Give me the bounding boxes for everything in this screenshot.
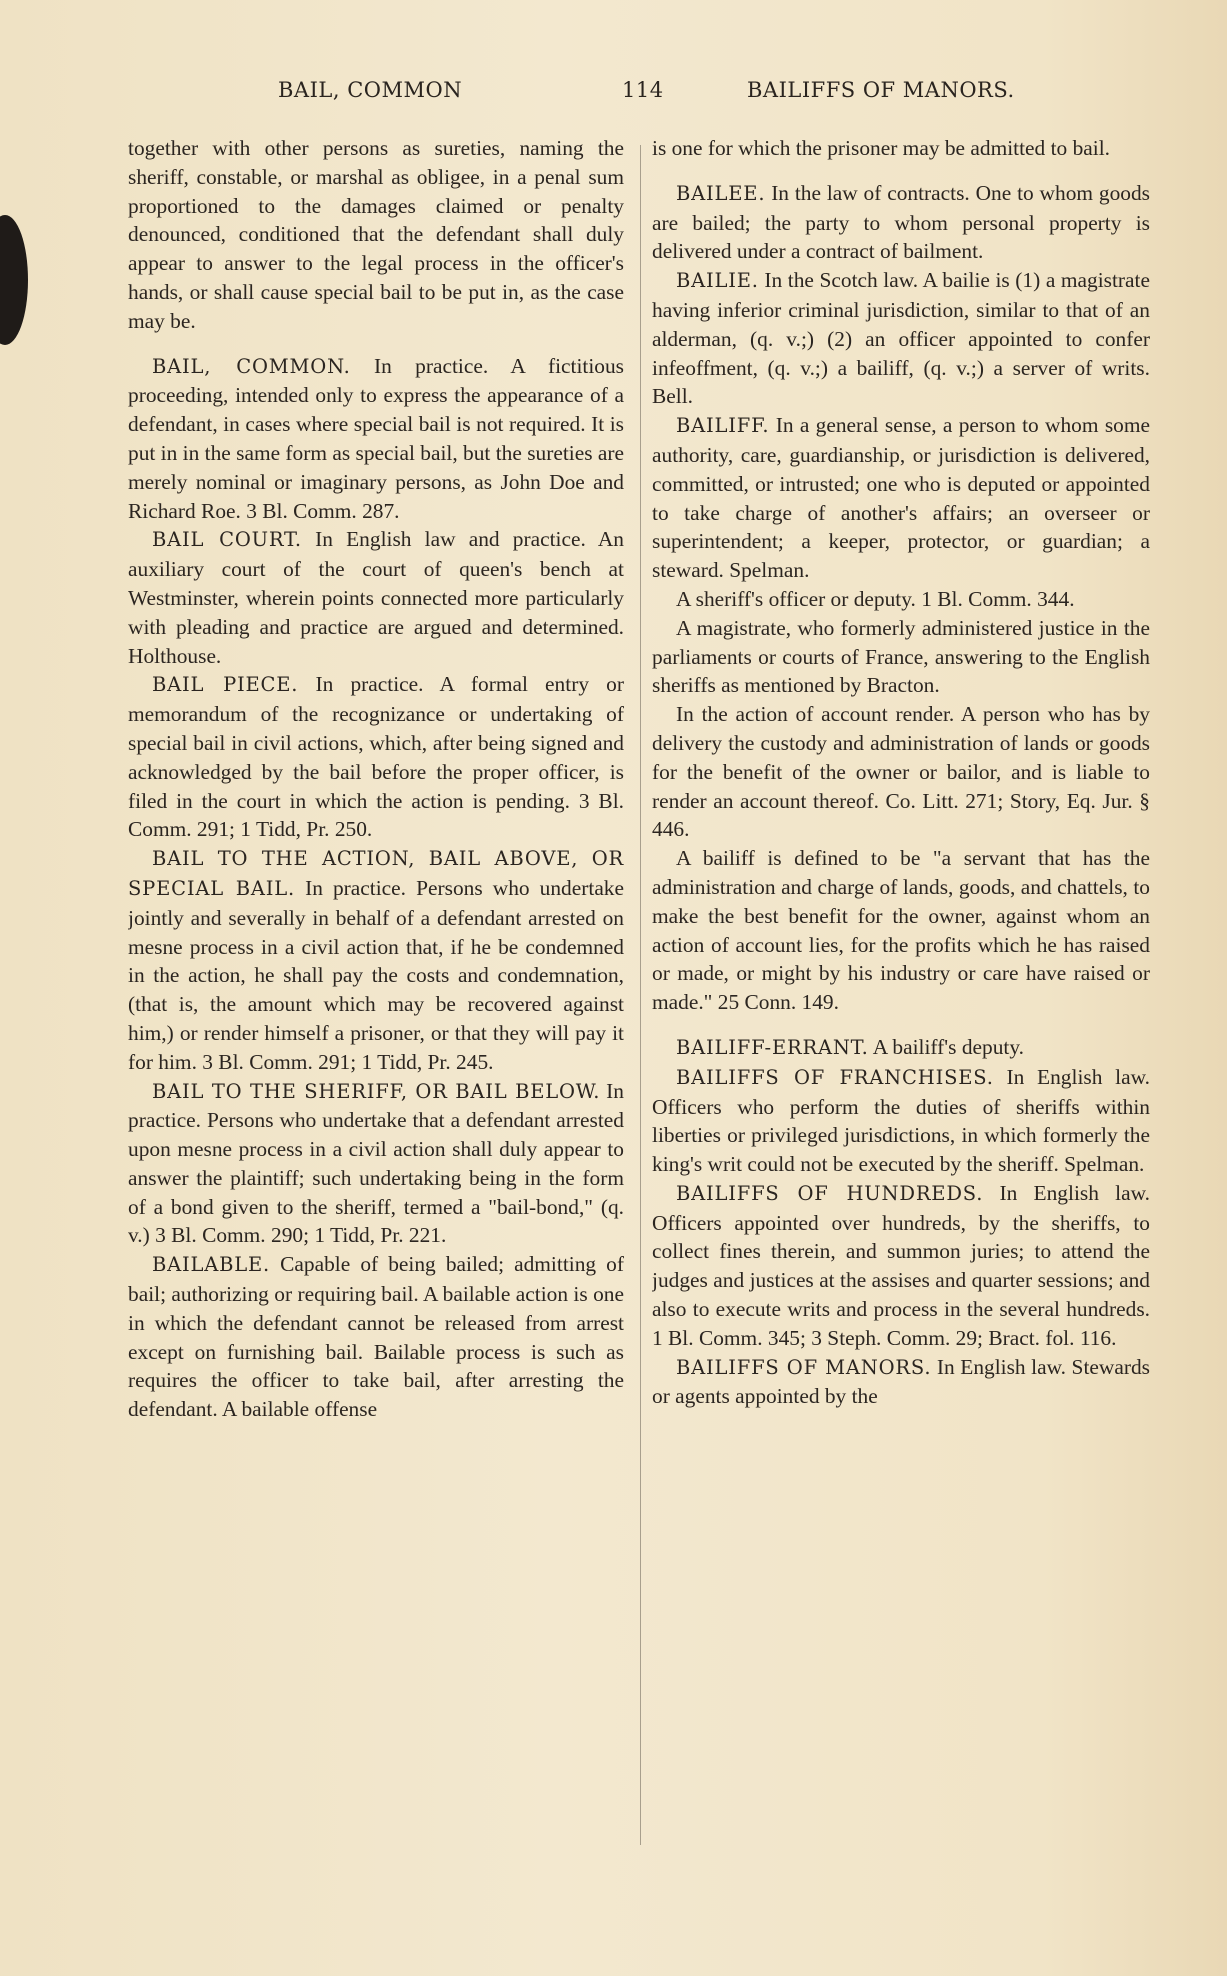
entry-text: Capable of being bailed; admitting of bail; authorizing or requiring bail. A bailable action is one in which the defendant cannot be released from arrest except on furnishing bail. Bailable process is such as requires the officer to take bail, after arresting the defendant. A bailable offense bbox=[128, 1252, 624, 1422]
entry-text: A magistrate, who formerly administered justice in the parliaments or courts of France, answering to the English sheriffs as mentioned by Bracton. bbox=[652, 615, 1150, 698]
right-column bbox=[652, 134, 1150, 1854]
entry-term: BAILIFFS OF MANORS. bbox=[676, 1355, 932, 1379]
entry-bailee bbox=[652, 179, 1150, 266]
entry-text: In practice. A formal entry or memorandum of the recognizance or undertaking of special bail in civil actions, which, after being signed and acknowledged by the bail before the proper officer, is filed in the court in which the action is pending. 3 Bl. Comm. 291; 1 Tidd, Pr. 250. bbox=[128, 672, 624, 842]
entry-bailiff-sense-5 bbox=[652, 844, 1150, 1017]
entry-term: BAILIFFS OF FRANCHISES. bbox=[676, 1065, 994, 1089]
entry-bailiffs-of-hundreds bbox=[652, 1179, 1150, 1353]
entry-text: A bailiff is defined to be "a servant that has the administration and charge of lands, goods, and chattels, to make the best benefit for the owner, against whom an action of account lies, for the profits which he has raised or made, or might by his industry or care have raised or made." 25 Conn. 149. bbox=[652, 846, 1150, 1015]
ink-blot bbox=[0, 215, 28, 345]
entry-bail-to-the-sheriff bbox=[128, 1077, 624, 1251]
entry-text: In practice. Persons who undertake that a defendant arrested upon mesne process in a civil action shall duly appear to answer the plaintiff; such undertaking being in the form of a bond given to the sheriff, termed a "bail-bond," (q. v.) 3 Bl. Comm. 290; 1 Tidd, Pr. 221. bbox=[128, 1078, 624, 1248]
entry-text: In English law. Stewards or agents appointed by the bbox=[652, 1354, 1150, 1409]
entry-bailiff-errant bbox=[652, 1033, 1150, 1063]
entry-term: BAIL COURT. bbox=[152, 528, 302, 552]
entry-text: In English law. Officers who perform the duties of sheriffs within liberties or privileged jurisdictions, in which formerly the king's writ could not be executed by the sheriff. Spelman. bbox=[652, 1064, 1150, 1177]
column-divider bbox=[640, 145, 641, 1845]
entry-bail-court bbox=[128, 525, 624, 670]
header-left: BAIL, COMMON bbox=[278, 78, 463, 102]
entry-text: In practice. Persons who undertake jointly and severally in behalf of a defendant arrested on mesne process in a civil action that, if he be condemned in the action, he shall pay the costs and condemnation, (that is, the amount which may be recovered against him,) or render himself a prisoner, or that they will pay it for him. 3 Bl. Comm. 291; 1 Tidd, Pr. 245. bbox=[128, 875, 624, 1074]
entry-bail-piece bbox=[128, 670, 624, 844]
entry-term: BAILIE. bbox=[676, 269, 759, 293]
entry-bail-to-the-action bbox=[128, 844, 624, 1076]
entry-text: is one for which the prisoner may be admitted to bail. bbox=[652, 136, 1110, 160]
page-number: 114 bbox=[622, 78, 664, 102]
entry-bailiff bbox=[652, 411, 1150, 585]
entry-bailie bbox=[652, 266, 1150, 411]
entry-continuation bbox=[128, 134, 624, 336]
entry-text: In a general sense, a person to whom some authority, care, guardianship, or jurisdiction is delivered, committed, or intrusted; one who is deputed or appointed to take charge of another's affairs; an overseer or superintendent; a keeper, protector, or guardian; a steward. Spelman. bbox=[652, 413, 1150, 583]
entry-term: BAIL PIECE. bbox=[152, 673, 299, 697]
entry-term: BAILIFFS OF HUNDREDS. bbox=[676, 1181, 984, 1205]
entry-text: In practice. A fictitious proceeding, intended only to express the appearance of a defendant, in cases where special bail is not required. It is put in in the same form as special bail, but the sureties are merely nominal or imaginary persons, as John Doe and Richard Roe. 3 Bl. Comm. 287. bbox=[128, 353, 624, 523]
entry-term: BAILIFF-ERRANT. bbox=[676, 1035, 869, 1059]
entry-text: In English law. Officers appointed over hundreds, by the sheriffs, to collect fines therein, and summon juries; to attend the judges and justices at the assises and quarter sessions; and also to execute writs and process in the several hundreds. 1 Bl. Comm. 345; 3 Steph. Comm. 29; Bract. fol. 116. bbox=[652, 1180, 1150, 1350]
entry-term: BAILABLE. bbox=[152, 1253, 271, 1277]
entry-text: A sheriff's officer or deputy. 1 Bl. Comm. 344. bbox=[676, 586, 1075, 611]
header-right: BAILIFFS OF MANORS. bbox=[747, 78, 1015, 102]
entry-term: BAIL TO THE ACTION, BAIL ABOVE, OR SPECIAL BAIL. bbox=[128, 847, 624, 900]
entry-bailiffs-of-manors bbox=[652, 1353, 1150, 1412]
entry-bail-common bbox=[128, 352, 624, 526]
entry-text: A bailiff's deputy. bbox=[872, 1034, 1024, 1059]
entry-bailable bbox=[128, 1250, 624, 1424]
entry-text: In the law of contracts. One to whom goods are bailed; the party to whom personal property is delivered under a contract of bailment. bbox=[652, 180, 1150, 264]
entry-term: BAIL, COMMON. bbox=[152, 354, 351, 378]
entry-term: BAILEE. bbox=[676, 181, 766, 205]
entry-term: BAILIFF. bbox=[676, 414, 770, 438]
entry-text: In English law and practice. An auxiliary court of the court of queen's bench at Westminster, wherein points connected more particularly with pleading and practice are argued and determined. Holthouse. bbox=[128, 527, 624, 668]
entry-text: together with other persons as sureties, naming the sheriff, constable, or marshal as obligee, in a penal sum proportioned to the damages claimed or penalty denounced, conditioned that the defendant shall duly appear to answer to the legal process in the officer's hands, or shall cause special bail to be put in, as the case may be. bbox=[128, 136, 624, 333]
entry-bailiff-sense-4 bbox=[652, 700, 1150, 844]
running-header bbox=[0, 78, 1227, 108]
entry-term: BAIL TO THE SHERIFF, OR BAIL BELOW. bbox=[152, 1079, 601, 1103]
entry-bailiff-sense-2 bbox=[652, 585, 1150, 614]
entry-continuation bbox=[652, 134, 1150, 163]
left-column bbox=[128, 134, 624, 1854]
entry-text: In the Scotch law. A bailie is (1) a magistrate having inferior criminal jurisdiction, similar to that of an alderman, (q. v.;) (2) an officer appointed to confer infeoffment, (q. v.;) a bailiff, (q. v.;) a server of writs. Bell. bbox=[652, 268, 1150, 409]
entry-text: In the action of account render. A person who has by delivery the custody and administration of lands or goods for the benefit of the owner or bailor, and is liable to render an account thereof. Co. Litt. 271; Story, Eq. Jur. § 446. bbox=[652, 702, 1150, 842]
entry-bailiffs-of-franchises bbox=[652, 1063, 1150, 1179]
entry-bailiff-sense-3 bbox=[652, 614, 1150, 700]
